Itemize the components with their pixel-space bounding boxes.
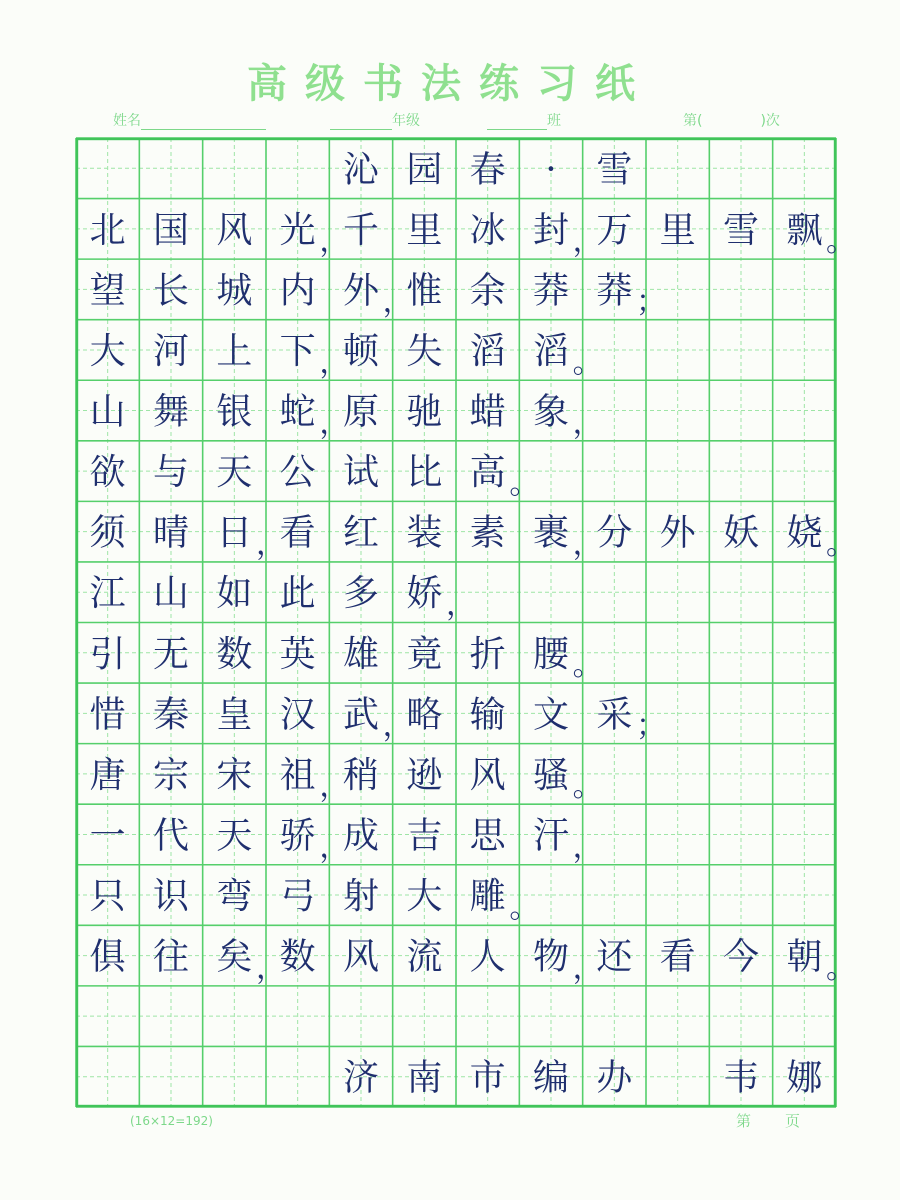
poem-char: 莽 (596, 270, 633, 312)
punctuation-mark: ， (319, 345, 350, 381)
poem-char: 识 (152, 876, 190, 918)
poem-char: 祖 (279, 754, 316, 796)
grade-field (330, 110, 420, 130)
poem-char: 如 (216, 573, 253, 615)
poem-char: 风 (216, 209, 253, 251)
info-row (0, 110, 900, 132)
poem-char: 成 (342, 815, 380, 857)
poem-char: 数 (279, 936, 316, 978)
poem-char: 此 (279, 573, 316, 615)
grade-blank (330, 115, 392, 130)
poem-char: 欲 (89, 452, 126, 494)
poem-char: 稍 (342, 754, 380, 796)
class-blank (487, 115, 547, 130)
signature-name-char: 娜 (786, 1057, 823, 1099)
poem-char: 内 (279, 270, 316, 312)
poem-char: 雄 (342, 633, 380, 675)
poem-char: 宗 (152, 754, 190, 796)
punctuation-mark: 。 (826, 950, 856, 986)
poem-char: 失 (406, 330, 443, 372)
session-suffix: )次 (760, 113, 780, 129)
poem-char: 外 (342, 270, 380, 312)
punctuation-mark: ， (319, 405, 350, 441)
poem-char: 冰 (469, 209, 506, 251)
punctuation-mark: 。 (509, 890, 540, 926)
name-field (113, 110, 266, 130)
poem-char: 红 (342, 512, 380, 554)
poem-char: 河 (152, 330, 190, 372)
page-prefix: 第 (736, 1112, 752, 1130)
poem-char: 蛇 (279, 391, 316, 433)
poem-char: 公 (279, 452, 316, 494)
poem-char: 雪 (722, 209, 760, 251)
poem-char: 矣 (216, 936, 253, 978)
poem-char: 光 (279, 209, 316, 251)
poem-char: 多 (342, 573, 380, 615)
poem-char: 今 (722, 936, 760, 978)
poem-char: 外 (659, 512, 696, 554)
poem-char: 吉 (406, 815, 443, 857)
poem-title-char: 春 (469, 149, 506, 191)
poem-char: 下 (279, 330, 316, 372)
poem-char: 俱 (89, 936, 126, 978)
punctuation-mark: 。 (572, 345, 603, 381)
poem-char: 风 (469, 754, 506, 796)
poem-char: 惜 (89, 694, 126, 736)
poem-char: 骚 (532, 754, 570, 796)
poem-char: 驰 (406, 391, 443, 433)
poem-char: 思 (469, 815, 506, 857)
poem-char: 物 (532, 936, 570, 978)
punctuation-mark: ， (572, 829, 603, 865)
poem-char: 莽 (532, 270, 570, 312)
poem-char: 无 (152, 633, 190, 675)
punctuation-mark: ， (256, 950, 286, 986)
poem-char: 国 (152, 209, 190, 251)
poem-char: 滔 (469, 330, 506, 372)
poem-char: 望 (89, 270, 126, 312)
poem-title-char: · (545, 149, 557, 191)
signature-affiliation-char: 编 (532, 1057, 570, 1099)
poem-char: 晴 (152, 512, 190, 554)
poem-char: 雕 (469, 876, 506, 918)
poem-char: 往 (152, 936, 190, 978)
punctuation-mark: ； (636, 284, 666, 320)
poem-title-char: 沁 (342, 149, 380, 191)
signature-affiliation-char: 办 (596, 1057, 633, 1099)
poem-title-char: 园 (406, 149, 443, 191)
poem-char: 天 (216, 815, 253, 857)
poem-char: 竟 (406, 633, 443, 675)
poem-char: 输 (469, 694, 506, 736)
poem-char: 折 (469, 633, 506, 675)
poem-title-char: 雪 (596, 149, 633, 191)
page-number-field (736, 1110, 800, 1131)
poem-char: 娆 (786, 512, 823, 554)
poem-char: 看 (659, 936, 696, 978)
poem-char: 宋 (216, 754, 253, 796)
poem-char: 唐 (89, 754, 126, 796)
poem-char: 象 (532, 391, 570, 433)
punctuation-mark: ， (572, 950, 603, 986)
poem-char: 弯 (216, 876, 253, 918)
name-label: 姓名 (113, 113, 141, 129)
poem-char: 逊 (406, 754, 443, 796)
poem-char: 日 (216, 512, 253, 554)
poem-char: 天 (216, 452, 253, 494)
punctuation-mark: 。 (826, 224, 856, 260)
signature-affiliation-char: 南 (406, 1057, 443, 1099)
poem-char: 大 (89, 330, 126, 372)
poem-char: 略 (406, 694, 443, 736)
poem-char: 顿 (342, 330, 380, 372)
poem-char: 高 (469, 452, 506, 494)
poem-char: 一 (89, 815, 126, 857)
poem-char: 余 (469, 270, 506, 312)
signature-name-char: 韦 (722, 1057, 760, 1099)
punctuation-mark: ， (256, 526, 286, 562)
punctuation-mark: 。 (826, 526, 856, 562)
punctuation-mark: ， (319, 829, 350, 865)
poem-char: 千 (342, 209, 380, 251)
poem-char: 数 (216, 633, 253, 675)
punctuation-mark: ， (572, 526, 603, 562)
poem-char: 看 (279, 512, 316, 554)
poem-char: 惟 (406, 270, 443, 312)
poem-char: 蜡 (469, 391, 506, 433)
session-prefix: 第( (683, 113, 703, 129)
poem-char: 汉 (279, 694, 316, 736)
punctuation-mark: ； (636, 708, 666, 744)
poem-char: 试 (342, 452, 380, 494)
poem-char: 还 (596, 936, 633, 978)
poem-char: 皇 (216, 694, 253, 736)
signature-affiliation-char: 市 (469, 1057, 506, 1099)
poem-char: 大 (406, 876, 443, 918)
punctuation-mark: ， (319, 769, 350, 805)
punctuation-mark: ， (319, 224, 350, 260)
poem-char: 妖 (722, 512, 760, 554)
grade-label: 年级 (392, 113, 420, 129)
poem-char: 射 (342, 876, 380, 918)
poem-char: 长 (152, 270, 190, 312)
poem-char: 城 (216, 270, 253, 312)
class-field (487, 110, 561, 130)
poem-char: 骄 (279, 815, 316, 857)
poem-char: 封 (532, 209, 570, 251)
poem-char: 滔 (532, 330, 570, 372)
poem-char: 里 (659, 209, 696, 251)
poem-char: 英 (279, 633, 316, 675)
poem-char: 朝 (786, 936, 823, 978)
writing-grid (76, 138, 856, 1107)
punctuation-mark: 。 (572, 648, 603, 684)
poem-char: 汗 (532, 815, 570, 857)
signature-affiliation-char: 济 (342, 1057, 380, 1099)
page-suffix: 页 (785, 1112, 801, 1130)
poem-char: 原 (342, 391, 380, 433)
poem-char: 飘 (786, 209, 823, 251)
poem-char: 裹 (532, 512, 570, 554)
poem-char: 文 (532, 694, 570, 736)
session-field (683, 110, 780, 130)
poem-char: 流 (406, 936, 443, 978)
punctuation-mark: 。 (572, 769, 603, 805)
punctuation-mark: 。 (509, 466, 540, 502)
poem-char: 舞 (152, 391, 190, 433)
grid-capacity: (16×12=192) (130, 1114, 213, 1128)
poem-char: 采 (596, 694, 633, 736)
punctuation-mark: ， (572, 405, 603, 441)
poem-char: 弓 (279, 876, 316, 918)
punctuation-mark: ， (446, 587, 476, 623)
poem-char: 秦 (152, 694, 190, 736)
punctuation-mark: ， (382, 284, 413, 320)
poem-char: 万 (596, 209, 633, 251)
punctuation-mark: ， (572, 224, 603, 260)
poem-char: 人 (469, 936, 506, 978)
poem-char: 分 (596, 512, 633, 554)
poem-char: 与 (152, 452, 190, 494)
poem-char: 江 (89, 573, 126, 615)
poem-char: 娇 (406, 573, 443, 615)
poem-char: 山 (89, 391, 126, 433)
poem-char: 引 (89, 633, 126, 675)
name-blank (141, 115, 266, 130)
poem-char: 上 (216, 330, 253, 372)
poem-char: 须 (89, 512, 126, 554)
punctuation-mark: ， (382, 708, 413, 744)
poem-char: 装 (406, 512, 443, 554)
class-label: 班 (547, 113, 561, 129)
poem-char: 北 (89, 209, 126, 251)
poem-char: 山 (152, 573, 190, 615)
poem-char: 武 (342, 694, 380, 736)
poem-char: 腰 (532, 633, 570, 675)
poem-char: 银 (216, 391, 253, 433)
poem-char: 里 (406, 209, 443, 251)
poem-char: 比 (406, 452, 443, 494)
sheet-title: 高级书法练习纸 (247, 61, 653, 107)
poem-char: 风 (342, 936, 380, 978)
poem-char: 代 (152, 815, 190, 857)
poem-char: 只 (89, 876, 126, 918)
poem-char: 素 (469, 512, 506, 554)
